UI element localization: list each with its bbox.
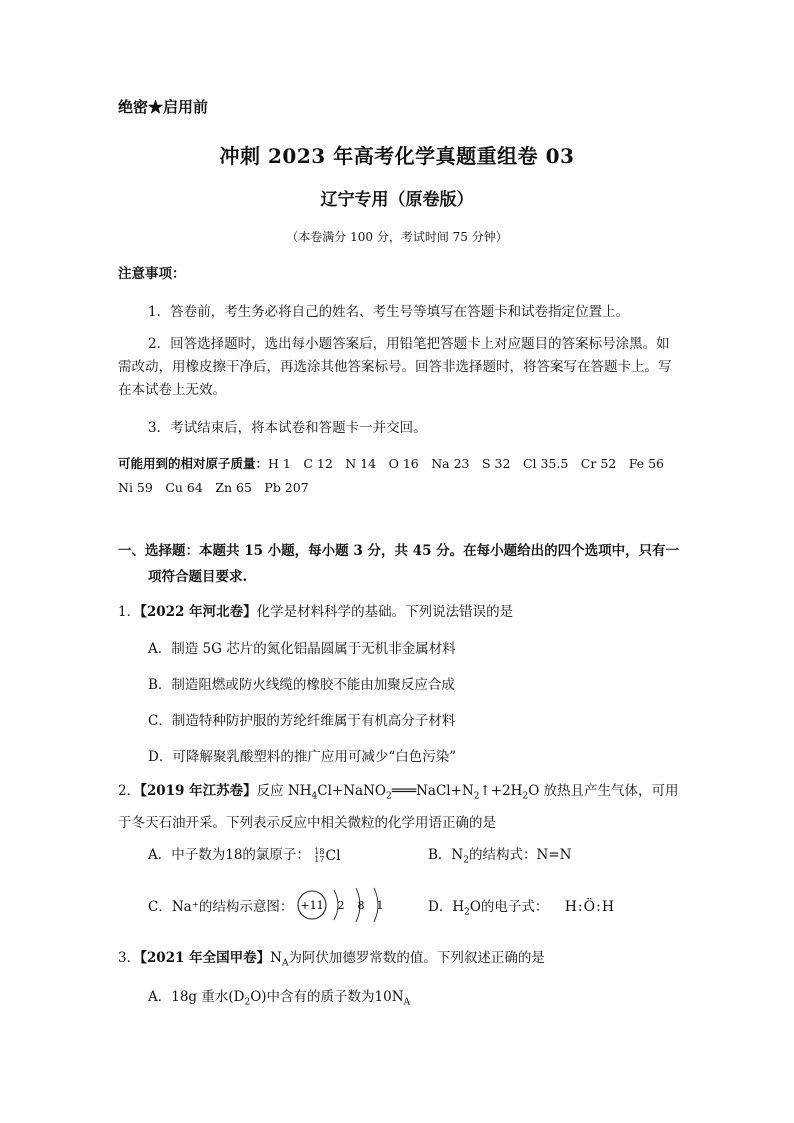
q2-option-d-text: D．H	[428, 899, 465, 915]
question-1-option-a: A．制造 5G 芯片的氮化铝晶圆属于无机非金属材料	[148, 641, 456, 657]
question-1-option-b: B．制造阻燃或防火线缆的橡胶不能由加聚反应合成	[148, 677, 455, 693]
q2-option-b-text: B．N	[428, 847, 464, 863]
q3-sub: A	[403, 997, 411, 1008]
q2-sub: 2	[464, 907, 470, 918]
question-3-option-a	[148, 985, 410, 1008]
q2-option-d-tail: O的电子式：	[469, 899, 549, 915]
notice-item-3: 3．考试结束后，将本试卷和答题卡一并交回。	[148, 420, 427, 436]
confidential-label: 绝密★启用前	[118, 98, 209, 116]
atomic-number: 17	[314, 854, 325, 864]
section-heading-text: 一、选择题：本题共 15 小题，每小题 3 分，共 45 分。在每小题给出的四个选项中，只有一项符合题目要求.	[118, 543, 680, 585]
q2-stem-part: 反应 NH	[256, 783, 312, 799]
question-2-option-d	[428, 895, 615, 918]
question-2-source: 【2019 年江苏卷】	[140, 783, 257, 799]
mass-number: 18	[314, 846, 325, 856]
q3-option-a-letter: A．	[148, 989, 172, 1005]
q3-sub: 2	[244, 997, 251, 1008]
q2-sub: 2	[385, 791, 392, 802]
question-3-source: 【2021 年全国甲卷】	[140, 950, 271, 966]
q2-sub: 2	[473, 791, 480, 802]
q2-equals-sign: ═══	[391, 783, 417, 799]
question-1-stem: 化学是材料科学的基础。下列说法错误的是	[256, 604, 514, 620]
q2-sub: 4	[311, 791, 318, 802]
q2-stem-part: NaCl+N	[416, 783, 474, 799]
question-2-option-b	[428, 843, 571, 866]
electron-formula: H:Ö:H	[564, 899, 616, 915]
exam-title: 冲刺 2023 年高考化学真题重组卷 03	[219, 144, 575, 168]
question-1-option-d: D．可降解聚乳酸塑料的推广应用可减少“白色污染”	[148, 749, 457, 765]
sodium-ion-structure-diagram	[294, 884, 394, 926]
question-1-number: 1．	[118, 604, 141, 620]
score-info: （本卷满分 100 分，考试时间 75 分钟）	[286, 230, 508, 244]
q3-sub: A	[281, 958, 289, 969]
question-2-option-a	[148, 843, 341, 864]
shell-count-3: 1	[376, 899, 384, 912]
q2-option-b-tail: 的结构式：N=N	[468, 847, 572, 863]
shell-count-1: 2	[337, 899, 345, 912]
question-2-option-c	[148, 895, 293, 915]
q2-stem-part: O 放热且产生气体，可用于冬天石油开采。下列表示反应中相关微粒的化学用语正确的是	[118, 783, 679, 831]
nuclide-notation	[314, 848, 340, 864]
question-3-stem: 为阿伏加德罗常数的值。下列叙述正确的是	[288, 950, 545, 966]
exam-subtitle: 辽宁专用（原卷版）	[320, 190, 474, 210]
question-1-option-c: C．制造特种防护服的芳纶纤维属于有机高分子材料	[148, 713, 456, 729]
q2-stem-part: Cl+NaNO	[317, 783, 386, 799]
q3-option-a-text: O)中含有的质子数为10N	[250, 989, 404, 1005]
q2-sub: 2	[463, 855, 469, 866]
question-3	[118, 946, 545, 969]
notice-item-1: 1．答卷前，考生务必将自己的姓名、考生号等填写在答题卡和试卷指定位置上。	[148, 304, 630, 320]
notice-item-2: 2．回答选择题时，选出每小题答案后，用铅笔把答题卡上对应题目的答案标号涂黑。如需改动，用橡皮擦干净后，再选涂其他答案标号。回答非选择题时，将答案写在答题卡上。写在本试卷上无效。	[118, 336, 672, 398]
notice-heading: 注意事项：	[118, 266, 186, 282]
question-1	[118, 600, 513, 620]
q2-sub: 2	[522, 791, 529, 802]
nucleus-charge: +11	[300, 899, 324, 912]
question-2-number: 2．	[118, 783, 141, 799]
question-2	[118, 778, 683, 836]
q2-stem-part: ↑+2H	[479, 783, 523, 799]
question-1-source: 【2022 年河北卷】	[140, 604, 257, 620]
atomic-masses-values: H 1 C 12 N 14 O 16 Na 23 S 32 Cl 35.5 Cr 52 Fe 56 Ni 59 Cu 64 Zn 65 Pb 207	[118, 456, 677, 495]
section-heading	[118, 538, 683, 590]
avogadro-symbol: N	[270, 950, 282, 966]
element-symbol: Cl	[325, 847, 341, 864]
question-3-number: 3．	[118, 950, 141, 966]
atomic-masses	[118, 452, 683, 500]
q2-option-c-text: C．Na⁺的结构示意图：	[148, 899, 294, 915]
atomic-masses-label: 可能用到的相对原子质量：	[118, 456, 269, 471]
q2-option-a-text: A．中子数为18的氯原子：	[148, 847, 310, 863]
shell-count-2: 8	[357, 899, 365, 912]
q3-option-a-text: 18g 重水(D	[171, 989, 245, 1005]
